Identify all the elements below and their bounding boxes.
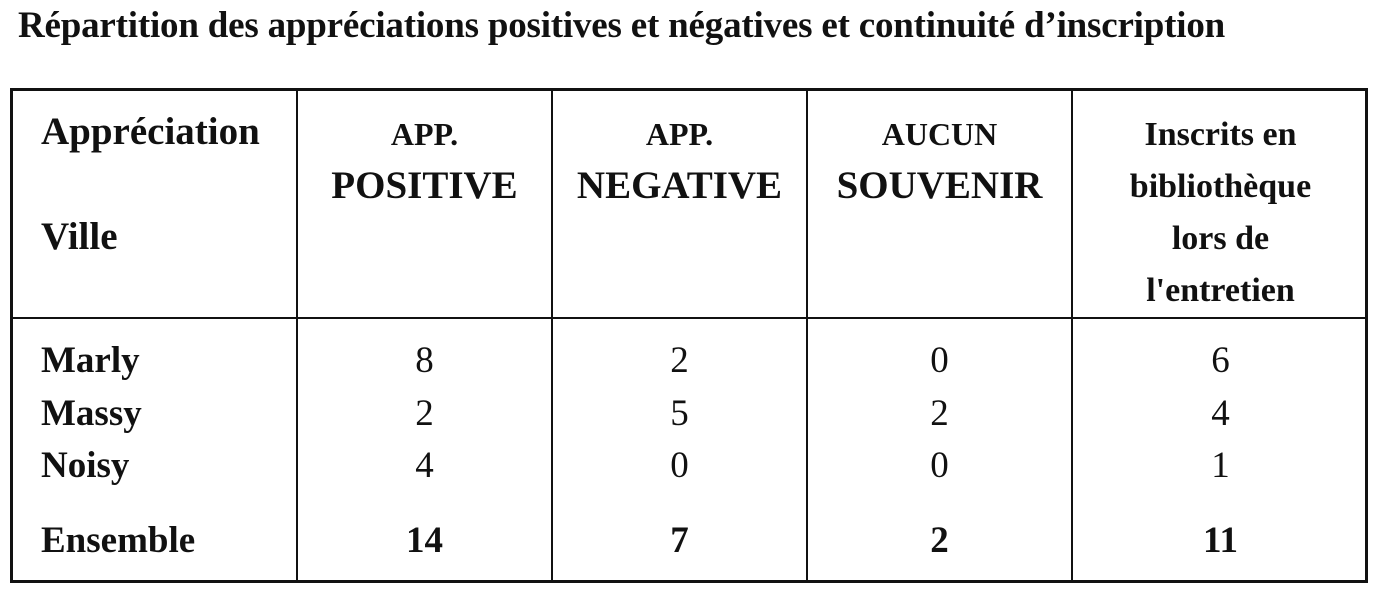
- header-appreciation: Appréciation: [41, 110, 260, 153]
- header-line: AUCUN: [881, 116, 998, 152]
- header-line: Inscrits en: [1144, 116, 1297, 153]
- total-cell: 11: [1203, 520, 1238, 561]
- table-cell: 5: [670, 393, 689, 434]
- header-ville: Ville: [41, 215, 118, 258]
- page-title: Répartition des appréciations positives et négatives et continuité d’inscription: [18, 5, 1226, 46]
- header-inscrits: [1073, 109, 1368, 317]
- header-line: APP.: [390, 116, 459, 152]
- table-cell: 0: [930, 445, 949, 486]
- table-cell: 2: [670, 340, 689, 381]
- table-cell: 4: [1211, 393, 1230, 434]
- header-line: lors de: [1171, 220, 1270, 257]
- city-label: Massy: [41, 393, 142, 434]
- table-cell: 6: [1211, 340, 1230, 381]
- header-line: l'entretien: [1146, 272, 1295, 309]
- table-cell: 4: [415, 445, 434, 486]
- table-cell: 2: [415, 393, 434, 434]
- city-label: Marly: [41, 340, 140, 381]
- header-line: POSITIVE: [331, 164, 518, 207]
- header-line: bibliothèque: [1129, 168, 1312, 205]
- header-line: APP.: [645, 116, 714, 152]
- header-app-positive: [298, 109, 551, 213]
- table-cell: 0: [670, 445, 689, 486]
- city-label: Noisy: [41, 445, 130, 486]
- data-table: [10, 88, 1368, 583]
- header-line: SOUVENIR: [836, 164, 1043, 207]
- table-cell: 8: [415, 340, 434, 381]
- total-label: Ensemble: [41, 520, 196, 561]
- header-divider: [13, 317, 1365, 319]
- total-cell: 14: [406, 520, 443, 561]
- table-cell: 0: [930, 340, 949, 381]
- header-aucun-souvenir: [808, 109, 1071, 213]
- header-app-negative: [553, 109, 806, 213]
- total-cell: 2: [930, 520, 949, 561]
- total-cell: 7: [670, 520, 689, 561]
- table-cell: 1: [1211, 445, 1230, 486]
- table-cell: 2: [930, 393, 949, 434]
- header-line: NEGATIVE: [576, 164, 783, 207]
